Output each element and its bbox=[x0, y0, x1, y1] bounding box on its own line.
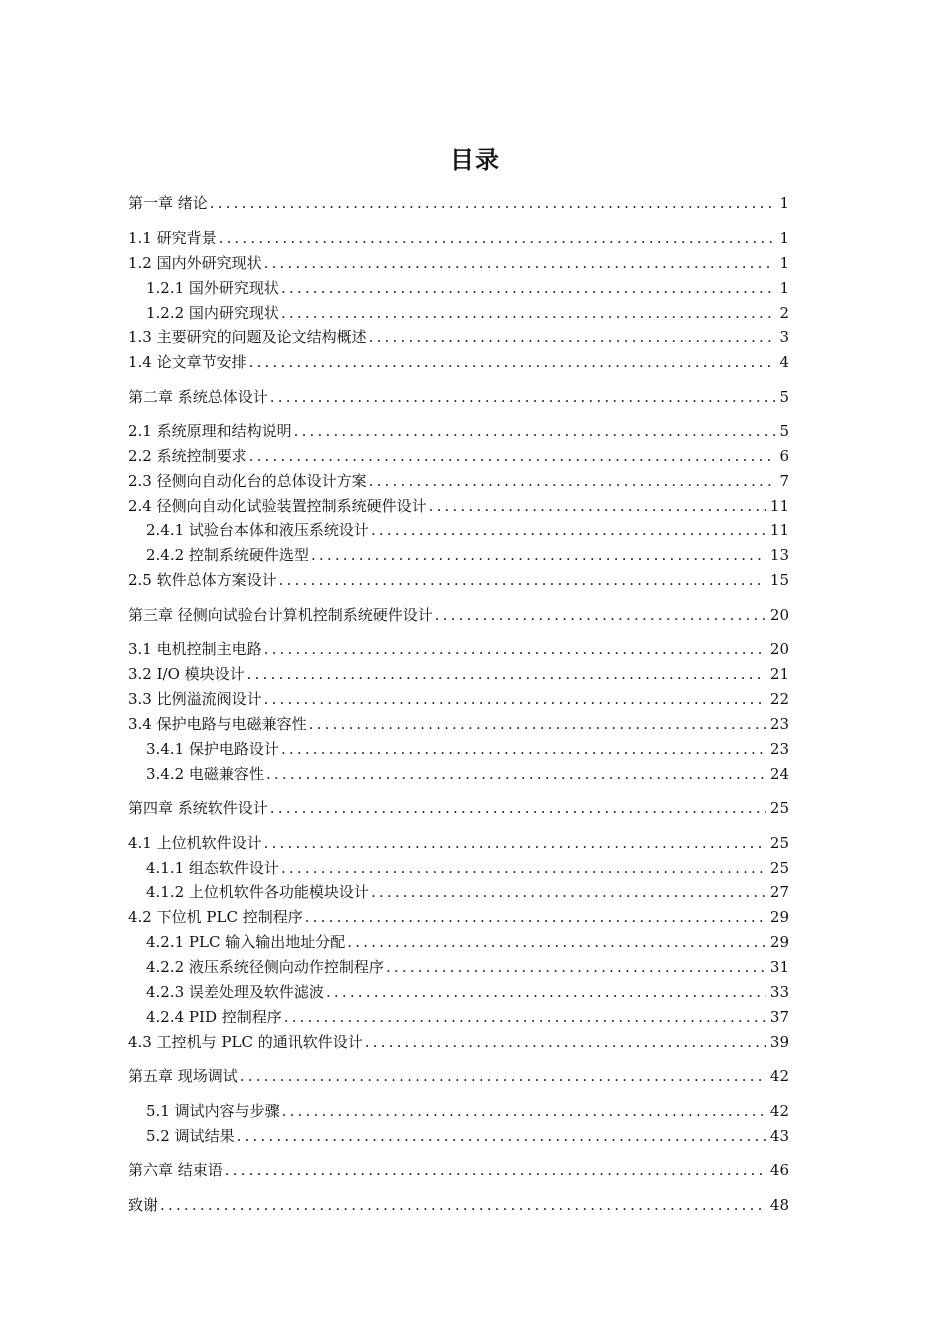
toc-row[interactable] bbox=[0, 905, 950, 929]
toc-entry-label: 4.1 上位机软件设计 bbox=[128, 834, 262, 852]
toc-row[interactable] bbox=[0, 737, 950, 761]
toc-entry-label: 4.1.1 组态软件设计 bbox=[146, 859, 279, 877]
toc-row[interactable] bbox=[0, 662, 950, 686]
toc-page-number: 31 bbox=[769, 958, 789, 976]
toc-entry-label: 2.1 系统原理和结构说明 bbox=[128, 422, 292, 440]
toc-page-number: 25 bbox=[769, 799, 789, 817]
dot-leader bbox=[264, 637, 766, 661]
toc-page-number: 5 bbox=[779, 422, 789, 440]
dot-leader bbox=[266, 762, 766, 786]
toc-row[interactable] bbox=[0, 603, 950, 627]
toc-entry-label: 4.2.3 误差处理及软件滤波 bbox=[146, 983, 324, 1001]
toc-entry bbox=[128, 419, 789, 443]
toc-entry-label: 第一章 绪论 bbox=[128, 194, 208, 212]
toc-page-number: 39 bbox=[769, 1033, 789, 1051]
toc-page-number: 29 bbox=[769, 933, 789, 951]
toc-entry-label: 4.3 工控机与 PLC 的通讯软件设计 bbox=[128, 1033, 363, 1051]
dot-leader bbox=[309, 712, 766, 736]
toc-row[interactable] bbox=[0, 1099, 950, 1123]
toc-entry-label: 第四章 系统软件设计 bbox=[128, 799, 268, 817]
toc-row[interactable] bbox=[0, 276, 950, 300]
dot-leader bbox=[279, 568, 766, 592]
toc-entry-label: 1.1 研究背景 bbox=[128, 229, 217, 247]
toc-row[interactable] bbox=[0, 955, 950, 979]
dot-leader bbox=[247, 662, 766, 686]
toc-entry bbox=[128, 905, 789, 929]
toc-page-number: 20 bbox=[769, 640, 789, 658]
toc-entry bbox=[146, 762, 789, 786]
toc-entry bbox=[128, 469, 789, 493]
dot-leader bbox=[281, 737, 766, 761]
toc-page-number: 3 bbox=[779, 328, 789, 346]
toc-row[interactable] bbox=[0, 762, 950, 786]
toc-entry bbox=[128, 325, 789, 349]
toc-row[interactable] bbox=[0, 1064, 950, 1088]
toc-entry-label: 3.3 比例溢流阀设计 bbox=[128, 690, 262, 708]
toc-page-number: 1 bbox=[779, 229, 789, 247]
dot-leader bbox=[294, 419, 776, 443]
toc-page-number: 11 bbox=[769, 497, 789, 515]
toc-entry-label: 2.4 径侧向自动化试验装置控制系统硬件设计 bbox=[128, 497, 427, 515]
toc-page-number: 6 bbox=[779, 447, 789, 465]
toc-page-number: 1 bbox=[779, 194, 789, 212]
toc-row[interactable] bbox=[0, 1124, 950, 1148]
toc-entry-label: 2.4.2 控制系统硬件选型 bbox=[146, 546, 309, 564]
toc-entry bbox=[146, 1099, 789, 1123]
toc-entry-label: 1.3 主要研究的问题及论文结构概述 bbox=[128, 328, 367, 346]
toc-entry bbox=[146, 980, 789, 1004]
dot-leader bbox=[264, 831, 766, 855]
toc-entry bbox=[128, 831, 789, 855]
dot-leader bbox=[270, 796, 766, 820]
toc-entry-label: 4.2 下位机 PLC 控制程序 bbox=[128, 908, 303, 926]
toc-row[interactable] bbox=[0, 191, 950, 215]
toc-entry-label: 4.2.4 PID 控制程序 bbox=[146, 1008, 282, 1026]
toc-entry bbox=[128, 687, 789, 711]
toc-entry-label: 致谢 bbox=[128, 1196, 159, 1214]
dot-leader bbox=[369, 325, 776, 349]
toc-entry bbox=[128, 251, 789, 275]
dot-leader bbox=[311, 543, 766, 567]
toc-page-number: 5 bbox=[779, 388, 789, 406]
toc-row[interactable] bbox=[0, 796, 950, 820]
toc-entry-label: 4.2.1 PLC 输入输出地址分配 bbox=[146, 933, 346, 951]
toc-row[interactable] bbox=[0, 1193, 950, 1217]
toc-entry bbox=[146, 955, 789, 979]
dot-leader bbox=[371, 880, 766, 904]
toc-page-number: 27 bbox=[769, 883, 789, 901]
toc-page-number: 46 bbox=[769, 1161, 789, 1179]
toc-page-number: 48 bbox=[769, 1196, 789, 1214]
toc-entry bbox=[146, 518, 789, 542]
toc-entry-label: 3.4.1 保护电路设计 bbox=[146, 740, 279, 758]
page-title: 目录 bbox=[450, 146, 500, 174]
toc-row[interactable] bbox=[0, 251, 950, 275]
toc-entry-label: 5.2 调试结果 bbox=[146, 1127, 235, 1145]
toc-row[interactable] bbox=[0, 226, 950, 250]
toc-entry bbox=[146, 880, 789, 904]
toc-entry bbox=[128, 191, 789, 215]
toc-entry-label: 第六章 结束语 bbox=[128, 1161, 223, 1179]
toc-row[interactable] bbox=[0, 350, 950, 374]
toc-entry-label: 4.2.2 液压系统径侧向动作控制程序 bbox=[146, 958, 384, 976]
dot-leader bbox=[264, 251, 776, 275]
dot-leader bbox=[240, 1064, 766, 1088]
toc-page-number: 24 bbox=[769, 765, 789, 783]
toc-entry bbox=[128, 1064, 789, 1088]
toc-entry-label: 第二章 系统总体设计 bbox=[128, 388, 268, 406]
dot-leader bbox=[284, 1005, 766, 1029]
toc-page-number: 43 bbox=[769, 1127, 789, 1145]
toc-row[interactable] bbox=[0, 419, 950, 443]
toc-page-number: 1 bbox=[779, 254, 789, 272]
toc-row[interactable] bbox=[0, 568, 950, 592]
toc-entry bbox=[128, 494, 789, 518]
toc-entry bbox=[146, 1124, 789, 1148]
toc-row[interactable] bbox=[0, 301, 950, 325]
dot-leader bbox=[210, 191, 776, 215]
dot-leader bbox=[249, 444, 776, 468]
toc-entry-label: 2.5 软件总体方案设计 bbox=[128, 571, 277, 589]
toc-entry bbox=[146, 930, 789, 954]
toc-page-number: 42 bbox=[769, 1102, 789, 1120]
dot-leader bbox=[371, 518, 766, 542]
toc-row[interactable] bbox=[0, 637, 950, 661]
toc-entry bbox=[128, 712, 789, 736]
toc-page-number: 13 bbox=[769, 546, 789, 564]
toc-page-number: 22 bbox=[769, 690, 789, 708]
toc-entry bbox=[128, 1030, 789, 1054]
dot-leader bbox=[365, 1030, 766, 1054]
dot-leader bbox=[435, 603, 766, 627]
toc-page-number: 25 bbox=[769, 859, 789, 877]
toc-row[interactable] bbox=[0, 543, 950, 567]
toc-entry bbox=[128, 662, 789, 686]
toc-entry-label: 2.2 系统控制要求 bbox=[128, 447, 247, 465]
toc-row[interactable] bbox=[0, 1005, 950, 1029]
dot-leader bbox=[281, 856, 766, 880]
dot-leader bbox=[347, 930, 766, 954]
toc-row[interactable] bbox=[0, 494, 950, 518]
toc-row[interactable] bbox=[0, 325, 950, 349]
toc-page-number: 23 bbox=[769, 740, 789, 758]
toc-entry bbox=[146, 276, 789, 300]
toc-entry bbox=[128, 350, 789, 374]
toc-entry bbox=[128, 226, 789, 250]
toc-entry-label: 4.1.2 上位机软件各功能模块设计 bbox=[146, 883, 369, 901]
toc-page-number: 15 bbox=[769, 571, 789, 589]
toc-row[interactable] bbox=[0, 1030, 950, 1054]
toc-entry-label: 3.4.2 电磁兼容性 bbox=[146, 765, 264, 783]
dot-leader bbox=[326, 980, 766, 1004]
toc-row[interactable] bbox=[0, 1158, 950, 1182]
toc-row[interactable] bbox=[0, 385, 950, 409]
dot-leader bbox=[270, 385, 776, 409]
toc-entry bbox=[128, 568, 789, 592]
toc-entry bbox=[146, 856, 789, 880]
toc-page-number: 1 bbox=[779, 279, 789, 297]
toc-entry-label: 1.4 论文章节安排 bbox=[128, 353, 247, 371]
toc-page-number: 37 bbox=[769, 1008, 789, 1026]
toc-row[interactable] bbox=[0, 880, 950, 904]
toc-row[interactable] bbox=[0, 856, 950, 880]
toc-entry bbox=[128, 1158, 789, 1182]
dot-leader bbox=[305, 905, 766, 929]
toc-row[interactable] bbox=[0, 980, 950, 1004]
toc-row[interactable] bbox=[0, 712, 950, 736]
toc-entry-label: 5.1 调试内容与步骤 bbox=[146, 1102, 280, 1120]
dot-leader bbox=[386, 955, 766, 979]
toc-entry bbox=[146, 737, 789, 761]
toc-page-number: 21 bbox=[769, 665, 789, 683]
toc-entry-label: 第三章 径侧向试验台计算机控制系统硬件设计 bbox=[128, 606, 433, 624]
dot-leader bbox=[264, 687, 766, 711]
toc-entry-label: 第五章 现场调试 bbox=[128, 1067, 238, 1085]
dot-leader bbox=[282, 1099, 766, 1123]
toc-entry-label: 3.4 保护电路与电磁兼容性 bbox=[128, 715, 307, 733]
toc-row[interactable] bbox=[0, 518, 950, 542]
toc-page-number: 2 bbox=[779, 304, 789, 322]
toc-entry bbox=[146, 301, 789, 325]
dot-leader bbox=[237, 1124, 766, 1148]
toc-entry-label: 2.4.1 试验台本体和液压系统设计 bbox=[146, 521, 369, 539]
toc-entry bbox=[146, 1005, 789, 1029]
toc-entry-label: 3.2 I/O 模块设计 bbox=[128, 665, 245, 683]
toc-row[interactable] bbox=[0, 930, 950, 954]
dot-leader bbox=[281, 301, 776, 325]
toc-entry-label: 3.1 电机控制主电路 bbox=[128, 640, 262, 658]
toc-page-number: 23 bbox=[769, 715, 789, 733]
toc-entry-label: 2.3 径侧向自动化台的总体设计方案 bbox=[128, 472, 367, 490]
toc-row[interactable] bbox=[0, 444, 950, 468]
toc-entry-label: 1.2 国内外研究现状 bbox=[128, 254, 262, 272]
toc-row[interactable] bbox=[0, 469, 950, 493]
dot-leader bbox=[429, 494, 766, 518]
toc-page-number: 4 bbox=[779, 353, 789, 371]
toc-entry-label: 1.2.2 国内研究现状 bbox=[146, 304, 279, 322]
toc-entry bbox=[128, 796, 789, 820]
toc-entry bbox=[128, 637, 789, 661]
dot-leader bbox=[160, 1193, 766, 1217]
toc-page-number: 42 bbox=[769, 1067, 789, 1085]
dot-leader bbox=[225, 1158, 766, 1182]
toc-entry bbox=[128, 603, 789, 627]
toc-page-number: 29 bbox=[769, 908, 789, 926]
toc-page-number: 7 bbox=[779, 472, 789, 490]
toc-entry bbox=[146, 543, 789, 567]
dot-leader bbox=[249, 350, 776, 374]
toc-row[interactable] bbox=[0, 831, 950, 855]
toc-entry bbox=[128, 444, 789, 468]
toc-entry bbox=[128, 1193, 789, 1217]
toc-entry bbox=[128, 385, 789, 409]
toc-page-number: 25 bbox=[769, 834, 789, 852]
toc-entry-label: 1.2.1 国外研究现状 bbox=[146, 279, 279, 297]
dot-leader bbox=[369, 469, 776, 493]
toc-page-number: 11 bbox=[769, 521, 789, 539]
toc-row[interactable] bbox=[0, 687, 950, 711]
toc-page-number: 33 bbox=[769, 983, 789, 1001]
dot-leader bbox=[281, 276, 776, 300]
toc-page-number: 20 bbox=[769, 606, 789, 624]
dot-leader bbox=[219, 226, 776, 250]
